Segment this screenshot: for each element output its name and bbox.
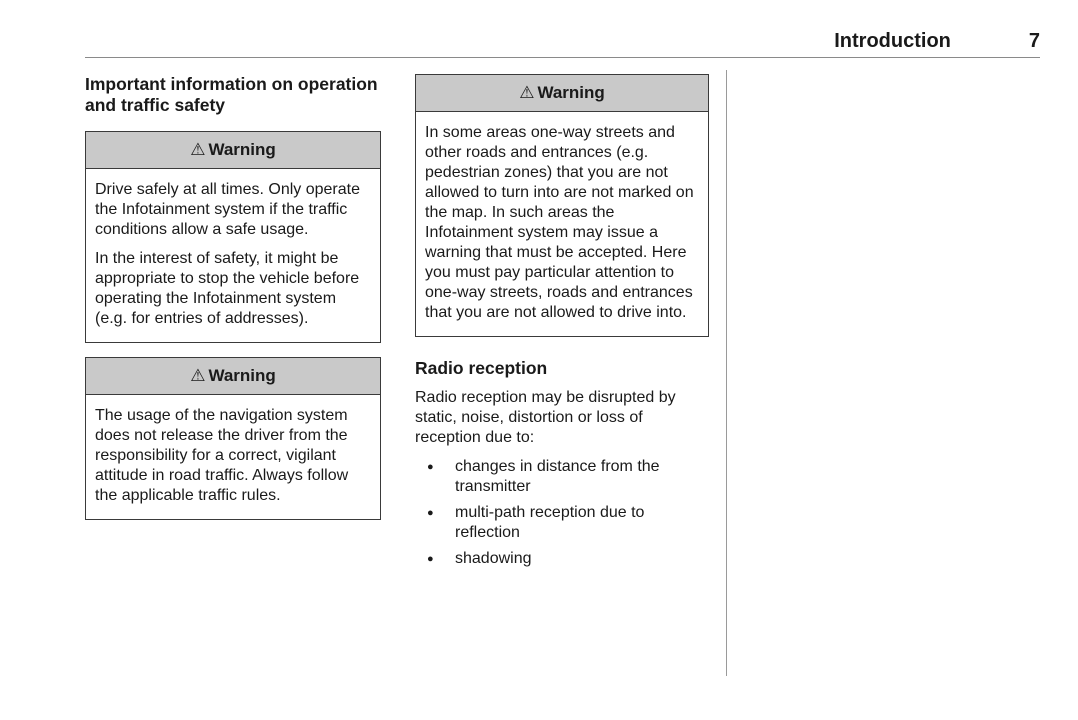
warning-body — [416, 112, 708, 336]
warning-header — [416, 75, 708, 112]
warning-header — [86, 132, 380, 169]
bullet-icon: ● — [427, 553, 434, 565]
list-item — [415, 503, 709, 543]
bullet-icon: ● — [427, 461, 434, 473]
warning-title: Warning — [537, 83, 605, 102]
warning-body — [86, 395, 380, 519]
radio-reception-list — [415, 457, 709, 569]
chapter-title: Introduction — [834, 30, 951, 52]
radio-reception-intro: Radio reception may be disrupted by static, noise, distortion or loss of reception due to: — [415, 389, 676, 446]
bullet-icon: ● — [427, 507, 434, 519]
warning-box — [415, 74, 709, 337]
warning-box — [85, 357, 381, 520]
warning-paragraph: The usage of the navigation system does not release the driver from the responsibility for a correct, vigilant attitude in road traffic. Always follow the applicable traffic rules. — [95, 407, 349, 504]
left-column — [85, 74, 381, 534]
warning-paragraph: In some areas one-way streets and other roads and entrances (e.g. pedestrian zones) that you are not allowed to turn into are not marked on the map. In such areas the Infotainment system may issue a warning that must be accepted. Here you must pay particular attention to one-way streets, roads and entrances that you are not allowed to drive into. — [425, 124, 694, 321]
section-heading: Important information on operation and traffic safety — [85, 74, 378, 115]
radio-reception-heading: Radio reception — [415, 358, 548, 378]
warning-paragraph: Drive safely at all times. Only operate the Infotainment system if the traffic conditions allow a safe usage. — [95, 181, 360, 238]
warning-icon: ⚠ — [519, 83, 535, 102]
column-divider — [726, 70, 727, 676]
warning-icon: ⚠ — [190, 140, 206, 159]
list-item-text: shadowing — [455, 550, 532, 567]
warning-box — [85, 131, 381, 343]
list-item — [415, 457, 709, 497]
warning-header — [86, 358, 380, 395]
warning-title: Warning — [208, 366, 276, 385]
list-item-text: changes in distance from the transmitter — [455, 458, 660, 495]
warning-title: Warning — [208, 140, 276, 159]
warning-paragraph: In the interest of safety, it might be appropriate to stop the vehicle before operating the Infotainment system (e.g. for entries of addresses). — [95, 250, 360, 327]
list-item — [415, 549, 709, 569]
page-header — [85, 30, 1040, 53]
middle-column — [415, 74, 709, 575]
page-number: 7 — [1028, 30, 1040, 52]
list-item-text: multi-path reception due to reflection — [455, 504, 645, 541]
warning-body — [86, 169, 380, 342]
header-rule — [85, 57, 1040, 58]
warning-icon: ⚠ — [190, 366, 206, 385]
